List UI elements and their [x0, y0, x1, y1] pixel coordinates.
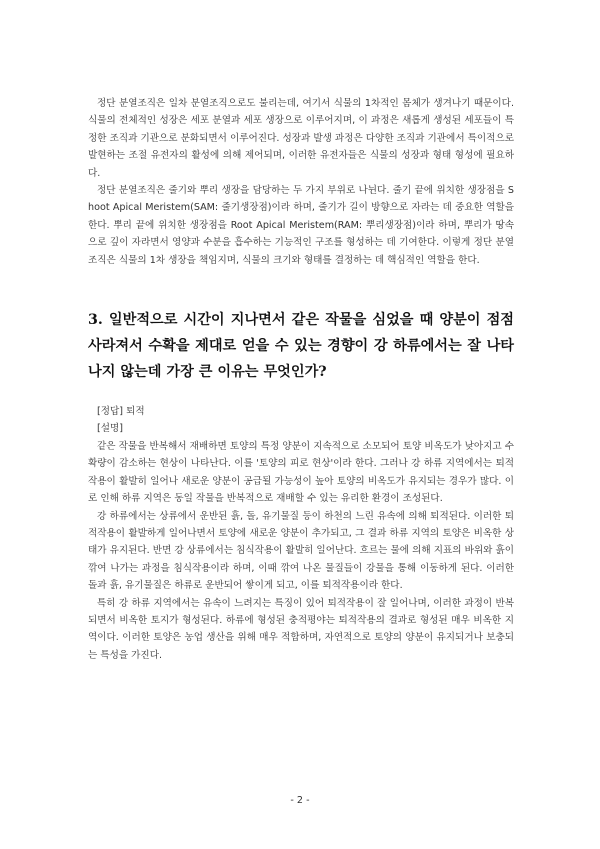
body-paragraph: 정단 분열조직은 줄기와 뿌리 생장을 담당하는 두 가지 부위로 나뉜다. 줄기 끝에 위치한 생장점을 Shoot Apical Meristem(SAM: 줄기생장점)이라 하며, 줄기가 길이 방향으로 자라는 데 중요한 역할을 한다. 뿌리 끝에 위치한 생장점을 Root Apical Meristem(RAM: 뿌리생장점)이라 하며, 뿌리가 땅속으로 깊이 자라면서 영양과 수분을 흡수하는 기능적인 구조를 형성하는 데 기여한다. 이렇게 정단 분열조직은 식물의 1차 생장을 책임지며, 식물의 크기와 형태를 결정하는 데 핵심적인 역할을 한다.	[88, 185, 514, 266]
explanation-label: [설명]	[97, 423, 124, 435]
explanation-paragraph: 같은 작물을 반복해서 재배하면 토양의 특정 양분이 지속적으로 소모되어 토양 비옥도가 낮아지고 수확량이 감소하는 현상이 나타난다. 이를 '토양의 피로 현상'이라 한다. 그러나 강 하류 지역에서는 퇴적작용이 활발히 일어나 새로운 양분이 공급될 가능성이 높아 토양의 비옥도가 유지되는 경우가 많다. 이로 인해 하류 지역은 동일 작물을 반복적으로 재배할 수 있는 유리한 환경이 조성된다.	[88, 440, 514, 505]
page-number: - 2 -	[290, 795, 310, 806]
explanation-paragraph: 강 하류에서는 상류에서 운반된 흙, 돌, 유기물질 등이 하천의 느린 유속에 의해 퇴적된다. 이러한 퇴적작용이 활발하게 일어나면서 토양에 새로운 양분이 추가되고, 그 결과 하류 지역의 토양은 비옥한 상태가 유지된다. 반면 강 상류에서는 침식작용이 활발히 일어난다. 흐르는 물에 의해 지표의 바위와 흙이 깎여 나가는 과정을 침식작용이라 하며, 이때 깎여 나온 물질들이 강물을 통해 이동하게 된다. 이러한 돌과 흙, 유기물질은 하류로 운반되어 쌓이게 되고, 이를 퇴적작용이라 한다.	[88, 510, 514, 592]
spacer	[88, 385, 514, 403]
explanation-paragraph: 특히 강 하류 지역에서는 유속이 느려지는 특징이 있어 퇴적작용이 잘 일어나며, 이러한 과정이 반복되면서 비옥한 토지가 형성된다. 하류에 형성된 충적평야는 퇴적작용의 결과로 형성된 매우 비옥한 지역이다. 이러한 토양은 농업 생산을 위해 매우 적합하며, 자연적으로 토양의 양분이 유지되거나 보충되는 특성을 가진다.	[88, 597, 514, 661]
spacer	[88, 269, 514, 307]
page-content	[88, 95, 514, 664]
body-paragraph: 정단 분열조직은 일차 분열조직으로도 불리는데, 여기서 식물의 1차적인 몸체가 생겨나기 때문이다. 식물의 전체적인 성장은 세포 분열과 세포 생장으로 이루어지며, 이 과정은 새롭게 생성된 세포들이 특정한 조직과 기관으로 분화되면서 이루어진다. 성장과 발생 과정은 다양한 조직과 기관에서 특이적으로 발현하는 조절 유전자의 활성에 의해 제어되며, 이러한 유전자들은 식물의 성장과 형태 형성에 필요하다.	[88, 98, 514, 179]
answer-label: [정답] 퇴적	[97, 406, 145, 418]
question-heading: 3. 일반적으로 시간이 지나면서 같은 작물을 심었을 때 양분이 점점 사라져서 수확을 제대로 얻을 수 있는 경향이 강 하류에서는 잘 나타나지 않는데 가장 큰 이유는 무엇인가?	[88, 312, 514, 381]
